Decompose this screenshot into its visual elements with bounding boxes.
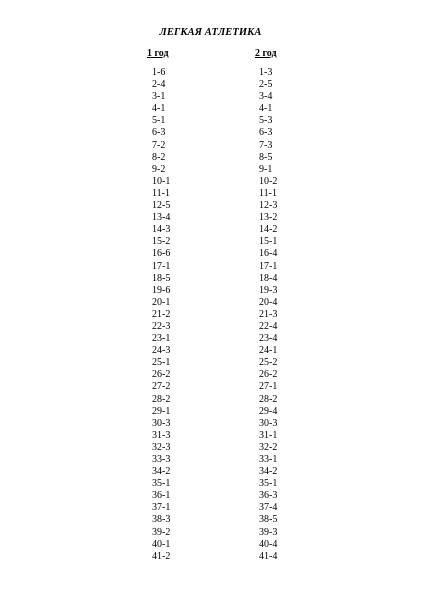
- list-item: 6-3: [152, 127, 166, 139]
- list-item: 21-3: [259, 308, 278, 320]
- list-item: 32-2: [259, 441, 278, 453]
- list-item: 7-3: [259, 139, 273, 151]
- list-item: 40-1: [152, 538, 171, 550]
- list-item: 39-3: [259, 526, 278, 538]
- list-item: 12-5: [152, 200, 171, 212]
- list-item: 29-4: [259, 405, 278, 417]
- list-item: 28-2: [152, 393, 171, 405]
- list-item: 9-1: [259, 163, 273, 175]
- page-title: ЛЕГКАЯ АТЛЕТИКА: [159, 27, 262, 38]
- list-item: 18-4: [259, 272, 278, 284]
- list-item: 29-1: [152, 405, 171, 417]
- list-item: 17-1: [152, 260, 171, 272]
- list-item: 35-1: [259, 478, 278, 490]
- list-item: 11-1: [152, 187, 170, 199]
- list-item: 27-1: [259, 381, 278, 393]
- list-item: 13-4: [152, 212, 171, 224]
- list-item: 17-1: [259, 260, 278, 272]
- list-item: 2-4: [152, 79, 166, 91]
- list-item: 6-3: [259, 127, 273, 139]
- list-item: 39-2: [152, 526, 171, 538]
- list-item: 26-2: [259, 369, 278, 381]
- list-item: 1-3: [259, 67, 273, 78]
- list-item: 33-3: [152, 454, 171, 465]
- list-item: 35-1: [152, 478, 171, 490]
- list-item: 1-6: [152, 67, 166, 78]
- list-item: 10-1: [152, 175, 171, 187]
- list-item: 5-1: [152, 115, 166, 127]
- list-item: 5-3: [259, 115, 273, 127]
- list-item: 8-5: [259, 151, 273, 163]
- list-item: 37-4: [259, 502, 278, 514]
- list-item: 24-1: [259, 345, 278, 357]
- list-item: 22-4: [259, 320, 278, 332]
- list-item: 36-3: [259, 490, 278, 502]
- list-item: 14-2: [259, 224, 278, 236]
- list-item: 41-2: [152, 550, 171, 562]
- list-item: 36-1: [152, 490, 171, 502]
- list-item: 3-4: [259, 91, 273, 103]
- list-item: 38-5: [259, 514, 278, 526]
- list-item: 19-6: [152, 284, 171, 296]
- list-item: 7-2: [152, 139, 166, 151]
- list-item: 25-2: [259, 357, 278, 369]
- list-item: 22-3: [152, 320, 171, 332]
- list-item: 21-2: [152, 308, 171, 320]
- year-1-list: [152, 67, 170, 563]
- list-item: 27-2: [152, 381, 171, 393]
- list-item: 2-5: [259, 79, 273, 91]
- list-item: 4-1: [259, 103, 273, 115]
- column-header-year-2: 2 год: [255, 48, 277, 59]
- list-item: 19-3: [259, 284, 278, 296]
- list-item: 4-1: [152, 103, 166, 115]
- list-item: 25-1: [152, 357, 171, 369]
- list-item: 12-3: [259, 200, 278, 212]
- list-item: 33-1: [259, 454, 278, 465]
- list-item: 38-3: [152, 514, 171, 526]
- list-item: 28-2: [259, 393, 278, 405]
- list-item: 31-3: [152, 429, 171, 441]
- list-item: 20-4: [259, 296, 278, 308]
- list-item: 34-2: [259, 466, 278, 478]
- list-item: 41-4: [259, 550, 278, 562]
- list-item: 23-1: [152, 333, 171, 345]
- list-item: 18-5: [152, 272, 171, 284]
- list-item: 13-2: [259, 212, 278, 224]
- list-item: 14-3: [152, 224, 171, 236]
- list-item: 10-2: [259, 175, 278, 187]
- list-item: 34-2: [152, 466, 171, 478]
- list-item: 9-2: [152, 163, 166, 175]
- list-item: 20-1: [152, 296, 171, 308]
- list-item: 24-3: [152, 345, 171, 357]
- list-item: 26-2: [152, 369, 171, 381]
- list-item: 15-1: [259, 236, 278, 248]
- list-item: 31-1: [259, 429, 278, 441]
- list-item: 37-1: [152, 502, 171, 514]
- list-item: 30-3: [152, 417, 171, 429]
- list-item: 16-4: [259, 248, 278, 260]
- list-item: 15-2: [152, 236, 171, 248]
- list-item: 23-4: [259, 333, 278, 345]
- column-header-year-1: 1 год: [147, 48, 169, 59]
- list-item: 30-3: [259, 417, 278, 429]
- list-item: 32-3: [152, 441, 171, 453]
- list-item: 8-2: [152, 151, 166, 163]
- list-item: 40-4: [259, 538, 278, 550]
- list-item: 3-1: [152, 91, 166, 103]
- list-item: 11-1: [259, 187, 277, 199]
- list-item: 16-6: [152, 248, 171, 260]
- year-2-list: [259, 67, 277, 563]
